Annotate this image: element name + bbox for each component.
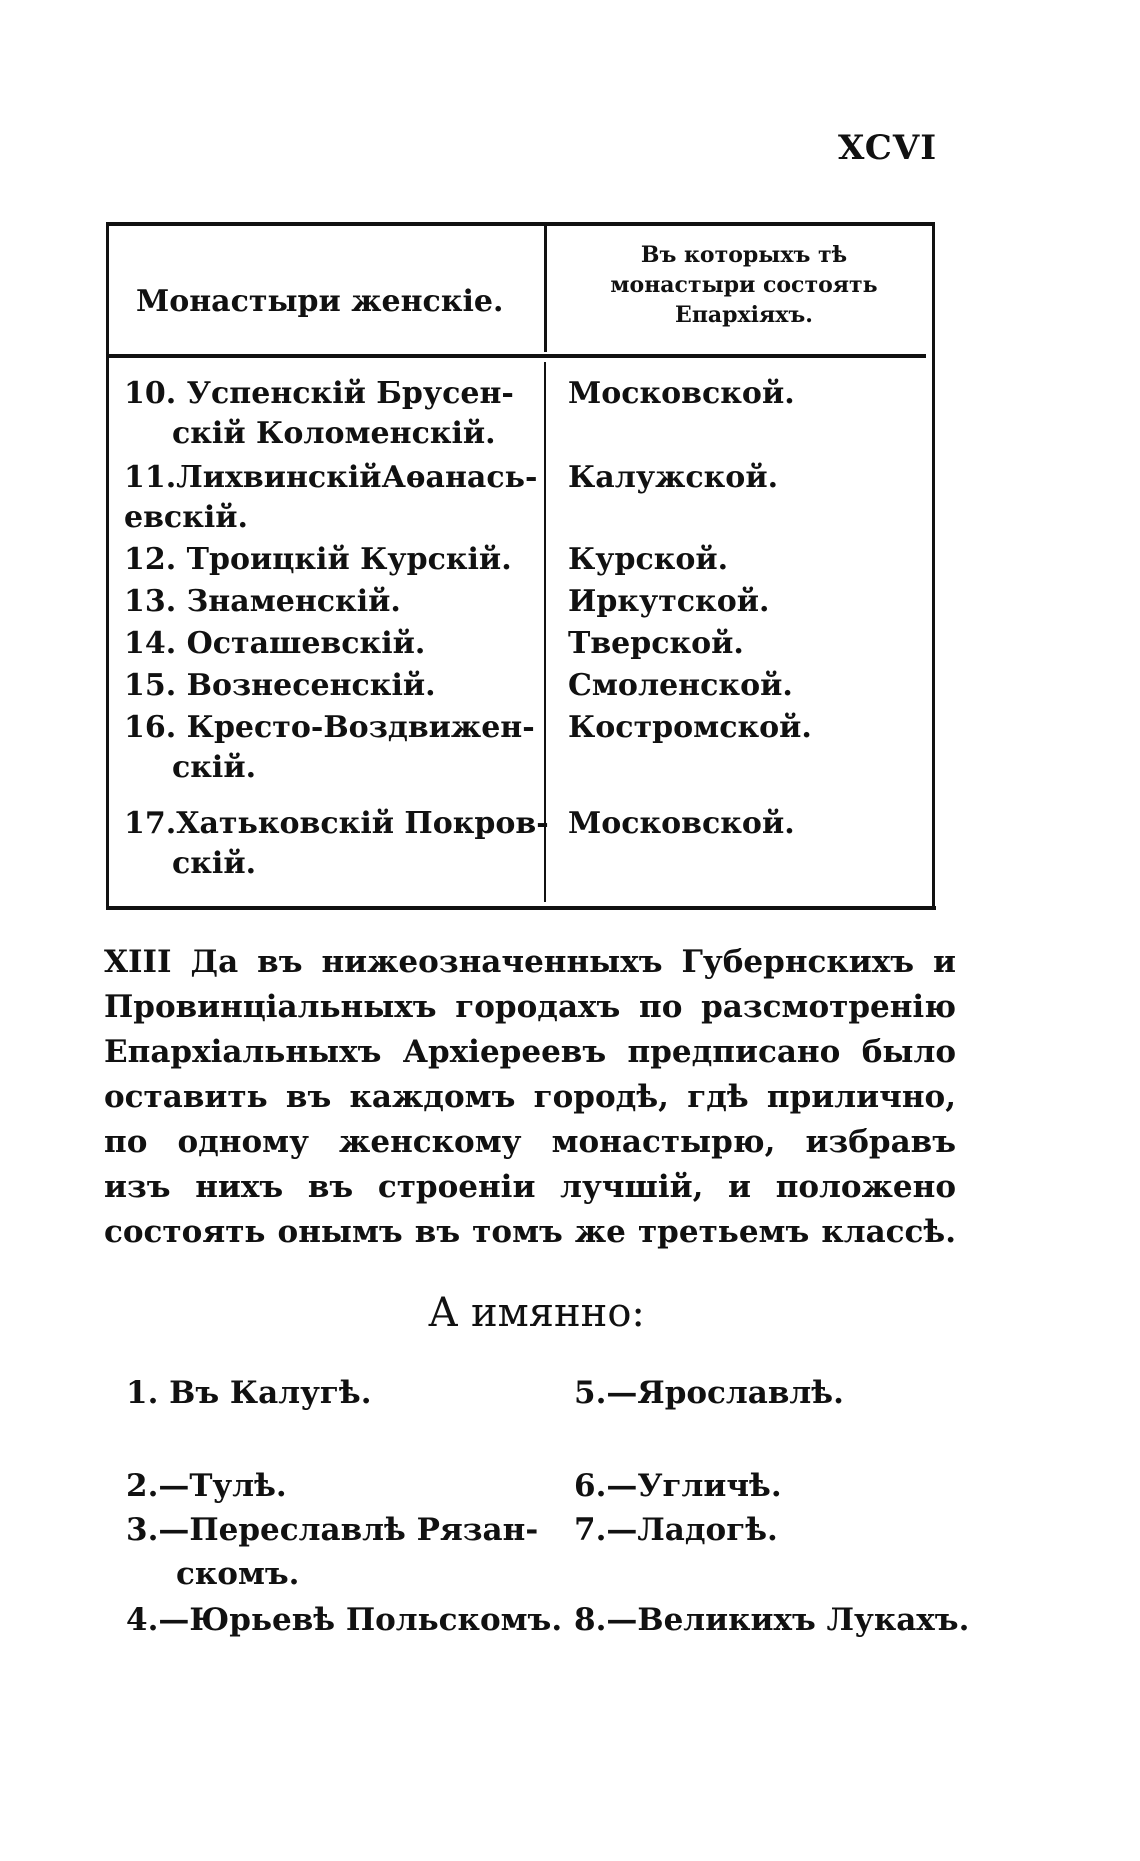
convent-name-continued: евскій. <box>124 500 248 535</box>
table-header-rule <box>106 354 926 358</box>
list-item <box>126 1375 372 1411</box>
convent-name: Вознесенскій. <box>186 668 436 703</box>
row-number: 14. <box>124 626 177 661</box>
body-paragraph <box>104 940 956 1255</box>
convent-name: Успенскій Брусен- <box>186 376 514 411</box>
monastery-table <box>106 222 936 910</box>
convent-name: Троицкій Курскій. <box>186 542 512 577</box>
diocese-name: Иркутской. <box>568 584 770 619</box>
convent-name-continued: скій. <box>172 750 257 785</box>
convent-name: ЛихвинскійАѳанась- <box>176 460 538 495</box>
diocese-name: Калужской. <box>568 460 779 495</box>
row-number: 10. <box>124 376 177 411</box>
row-number: 15. <box>124 668 177 703</box>
convent-name: Кресто-Воздвижен- <box>186 710 535 745</box>
row-number: 11. <box>124 460 177 495</box>
paragraph-line: XIII Да въ нижеозначенныхъ Губернскихъ и <box>104 944 956 980</box>
convent-name: Хатьковскій Покров- <box>176 806 549 841</box>
list-item-text: 6.—Угличѣ. <box>574 1468 782 1504</box>
header-convents: Монастыри женскіе. <box>136 284 504 319</box>
table-top-rule <box>106 222 934 226</box>
list-item <box>126 1468 287 1504</box>
convent-name: Осташевскій. <box>186 626 426 661</box>
paragraph-line: по одному женскому монастырю, избравъ <box>104 1124 956 1160</box>
diocese-name: Тверской. <box>568 626 744 661</box>
paragraph-line: оставить въ каждомъ городѣ, гдѣ прилично, <box>104 1079 956 1115</box>
list-item <box>574 1375 844 1411</box>
list-item-text: 5.—Ярославлѣ. <box>574 1375 844 1411</box>
list-item <box>126 1602 562 1638</box>
paragraph-line: изъ нихъ въ строеніи лучшій, и положено <box>104 1169 956 1205</box>
list-heading: А имянно: <box>428 1290 645 1336</box>
list-item <box>574 1468 782 1504</box>
list-item-text: 8.—Великихъ Лукахъ. <box>574 1602 970 1638</box>
convent-name-continued: скій Коломенскій. <box>172 416 496 451</box>
list-item-text: 7.—Ладогѣ. <box>574 1512 778 1548</box>
list-item <box>574 1512 778 1548</box>
header-dioceses: Въ которыхъ тѣ монастыри состоять Епархіяхъ. <box>610 242 878 328</box>
diocese-name: Смоленской. <box>568 668 793 703</box>
convent-name-continued: скій. <box>172 846 257 881</box>
page-number: XCVI <box>838 128 938 168</box>
list-item <box>574 1602 969 1638</box>
convent-name: Знаменскій. <box>186 584 401 619</box>
paragraph-line: Провинціальныхъ городахъ по разсмотренію <box>104 989 956 1025</box>
list-item-text-continued: скомъ. <box>176 1556 300 1592</box>
diocese-name: Московской. <box>568 806 795 841</box>
diocese-name: Костромской. <box>568 710 812 745</box>
paragraph-line: Епархіальныхъ Архіереевъ предписано было <box>104 1034 956 1070</box>
paragraph-line: состоять онымъ въ томъ же третьемъ классѣ. <box>104 1214 956 1250</box>
table-right-rule <box>932 222 935 910</box>
table-middle-rule <box>544 222 547 352</box>
table-left-rule <box>106 222 109 910</box>
row-number: 17. <box>124 806 177 841</box>
table-bottom-rule <box>106 906 936 910</box>
diocese-name: Московской. <box>568 376 795 411</box>
diocese-name: Курской. <box>568 542 729 577</box>
list-item-text: 2.—Тулѣ. <box>126 1468 287 1504</box>
row-number: 12. <box>124 542 177 577</box>
list-item <box>126 1508 538 1596</box>
row-number: 13. <box>124 584 177 619</box>
list-item-text: 3.—Переславлѣ Рязан- <box>126 1512 539 1548</box>
list-item-text: 1. Въ Калугѣ. <box>126 1375 372 1411</box>
row-number: 16. <box>124 710 177 745</box>
list-item-text: 4.—Юрьевѣ Польскомъ. <box>126 1602 563 1638</box>
